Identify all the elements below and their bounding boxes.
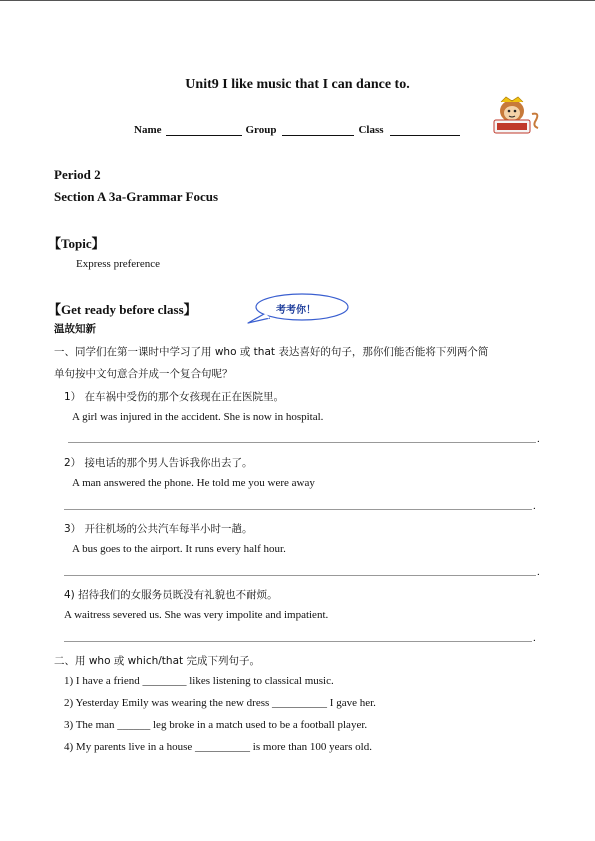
class-label: Class xyxy=(358,124,384,136)
group-label: Group xyxy=(245,124,277,136)
monkey-mascot-icon xyxy=(488,94,544,138)
part1-item-1-en: A girl was injured in the accident. She is now in hospital. xyxy=(72,411,324,423)
answer-line-3[interactable] xyxy=(64,575,536,576)
part1-item-4-cn: 4) 招待我们的女服务员既没有礼貌也不耐烦。 xyxy=(64,589,278,601)
class-blank[interactable] xyxy=(390,123,460,136)
get-ready-heading: 【Get ready before class】 xyxy=(48,302,197,317)
part2-item-1: 1) I have a friend ________ likes listening to classical music. xyxy=(64,675,334,687)
part1-item-2-en: A man answered the phone. He told me you were away xyxy=(72,477,315,489)
name-label: Name xyxy=(134,124,162,136)
part1-instruction-line2: 单句按中文句意合并成一个复合句呢？ xyxy=(54,368,233,380)
part2-item-4: 4) My parents live in a house __________ is more than 100 years old. xyxy=(64,741,372,753)
answer-line-2[interactable] xyxy=(64,509,532,510)
answer-line-1-period: . xyxy=(537,433,540,445)
part1-item-1-cn: 1） 在车祸中受伤的那个女孩现在正在医院里。 xyxy=(64,391,285,403)
part1-item-3-cn: 3） 开往机场的公共汽车每半小时一趟。 xyxy=(64,523,253,535)
part2-item-3: 3) The man ______ leg broke in a match used to be a football player. xyxy=(64,719,368,731)
answer-line-1[interactable] xyxy=(68,442,536,443)
part1-item-3-en: A bus goes to the airport. It runs every half hour. xyxy=(72,543,286,555)
answer-line-4-period: . xyxy=(533,632,536,644)
bubble-text: 考考你！ xyxy=(276,305,316,316)
answer-line-3-period: . xyxy=(537,566,540,578)
part2-instruction: 二、用 who 或 which/that 完成下列句子。 xyxy=(54,655,260,667)
review-label: 温故知新 xyxy=(54,323,96,335)
group-blank[interactable] xyxy=(282,123,354,136)
topic-heading: 【Topic】 xyxy=(48,236,105,251)
section-heading: Section A 3a-Grammar Focus xyxy=(54,189,219,204)
name-row xyxy=(134,123,464,136)
answer-line-4[interactable] xyxy=(64,641,532,642)
part1-item-2-cn: 2） 接电话的那个男人告诉我你出去了。 xyxy=(64,457,253,469)
part1-instruction-line1: 一、同学们在第一课时中学习了用 who 或 that 表达喜好的句子，那你们能否能将下列两个简 xyxy=(54,346,489,358)
part1-item-4-en: A waitress severed us. She was very impolite and impatient. xyxy=(64,609,329,621)
period-heading: Period 2 xyxy=(54,167,101,182)
topic-text: Express preference xyxy=(76,258,160,270)
name-blank[interactable] xyxy=(166,123,242,136)
answer-line-2-period: . xyxy=(533,500,536,512)
page-title: Unit9 I like music that I can dance to. xyxy=(185,77,410,92)
part2-item-2: 2) Yesterday Emily was wearing the new dress __________ I gave her. xyxy=(64,697,376,709)
